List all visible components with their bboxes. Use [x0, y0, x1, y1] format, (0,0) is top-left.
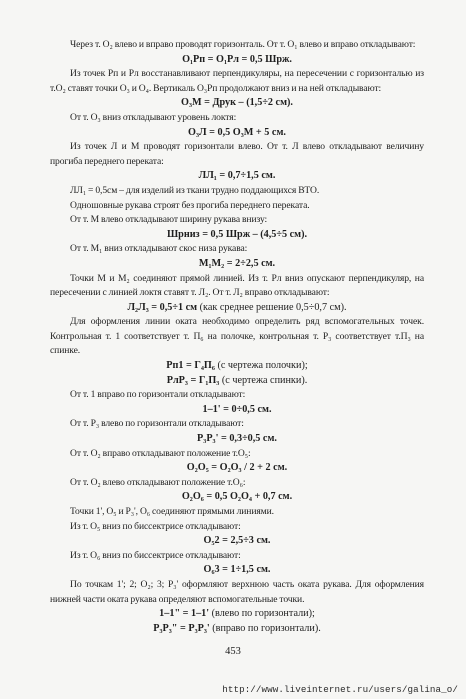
- formula-note: (как среднее решение 0,5÷0,7 см).: [197, 301, 347, 313]
- paragraph: Через т. О₂ влево и вправо проводят горизонталь. От т. О₁ влево и вправо откладывают:: [70, 39, 416, 50]
- formula: [50, 622, 424, 637]
- paragraph: Точки 1', О₅ и Р₃', О₆ соединяют прямыми линиями.: [70, 506, 274, 517]
- paragraph: От т. О₂ вправо откладывают положение т.О₅:: [70, 447, 251, 459]
- paragraph: Из т. О₆ вниз по биссектрисе откладывают:: [70, 549, 241, 561]
- paragraph: От т. О₃ вниз откладывают уровень локтя:: [70, 111, 237, 123]
- formula: О₁Рп = О₁Рл = 0,5 Шрж.: [182, 53, 292, 65]
- formula: О₃М = Друк – (1,5÷2 см).: [181, 97, 293, 109]
- formula-note: (с чертежа полочки);: [214, 360, 308, 372]
- paragraph: От т. О₂ влево откладывают положение т.О₆:: [70, 476, 246, 488]
- formula-note: (с чертежа спинки).: [219, 374, 308, 386]
- paragraph: От т. 1 вправо по горизонтали откладывают:: [70, 389, 246, 401]
- paragraph: От т. М влево откладывают ширину рукава внизу:: [70, 214, 268, 226]
- formula: ЛЛ₁ = 0,7÷1,5 см.: [198, 170, 276, 182]
- formula: [50, 607, 424, 622]
- paragraph: По точкам 1'; 2; О₂; 3; Р₃' оформляют верхнюю часть оката рукава. Для оформления нижней части оката рукава определяют вспомогательные точки.: [50, 578, 424, 605]
- paragraph: Из точек Л и М проводят горизонтали влево. От т. Л влево откладывают величину прогиба переднего переката:: [50, 141, 424, 167]
- paragraph: Для оформления линии оката необходимо определить ряд вспомогательных точек. Контрольная т. 1 соответствует т. П₆ на полочке, контрольная т. Р₃ соответствует т.П₃ на спинке.: [50, 316, 424, 357]
- formula-note: (вправо по горизонтали).: [209, 622, 321, 634]
- formula-expr: РлР₃ = Г₁П₃: [166, 374, 220, 386]
- paragraph: От т. М₁ вниз откладывают скос низа рукава:: [70, 243, 248, 255]
- formula: М₁М₂ = 2÷2,5 см.: [198, 257, 276, 269]
- formula-expr: 1–1" = 1–1': [159, 608, 210, 620]
- paragraph: ЛЛ₁ = 0,5см – для изделий из ткани трудно поддающихся ВТО.: [70, 184, 320, 196]
- formula: О₅2 = 2,5÷3 см.: [203, 535, 271, 547]
- formula: О₃Л = 0,5 О₃М + 5 см.: [188, 126, 286, 138]
- formula: Шрниз = 0,5 Шрж – (4,5÷5 см).: [166, 228, 308, 240]
- page-number: 453: [225, 646, 241, 657]
- formula-note: (влево по горизонтали);: [209, 608, 315, 620]
- formula: О₆3 = 1÷1,5 см.: [203, 564, 271, 576]
- formula: [50, 374, 424, 389]
- paragraph: От т. Р₃ влево по горизонтали откладывают:: [70, 418, 244, 430]
- source-watermark: http://www.liveinternet.ru/users/galina_o/: [222, 684, 458, 695]
- formula: О₂О₆ = 0,5 О₂О₄ + 0,7 см.: [181, 491, 293, 503]
- formula-expr: Р₃Р₃" = Р₃Р₃': [153, 622, 210, 634]
- formula-expr: Л₂Л₃ = 0,5÷1 см: [127, 301, 198, 313]
- formula: Р₃Р₃' = 0,3÷0,5 см.: [197, 433, 277, 445]
- formula: [50, 359, 424, 374]
- page-body: [50, 38, 424, 636]
- paragraph: Из точек Рп и Рл восстанавливают перпендикуляры, на пересечении с горизонталью из т.О₂ ставят точки О₃ и О₄. Вертикаль О₃Рп продолжают вниз и на ней откладывают:: [50, 68, 424, 94]
- paragraph: Из т. О₅ вниз по биссектрисе откладывают:: [70, 520, 241, 532]
- formula: [50, 301, 424, 316]
- paragraph: Точки М и М₂ соединяют прямой линией. Из т. Рл вниз опускают перпендикуляр, на пересечении с линией локтя ставят т. Л₂. От т. Л₂ вправо откладывают:: [50, 272, 424, 299]
- formula-expr: Рп1 = Г₄П₆: [166, 360, 215, 372]
- formula: О₂О₅ = О₂О₃ / 2 + 2 см.: [186, 462, 288, 474]
- paragraph: Одношовные рукава строят без прогиба переднего переката.: [70, 199, 310, 211]
- formula: 1–1' = 0÷0,5 см.: [202, 403, 272, 415]
